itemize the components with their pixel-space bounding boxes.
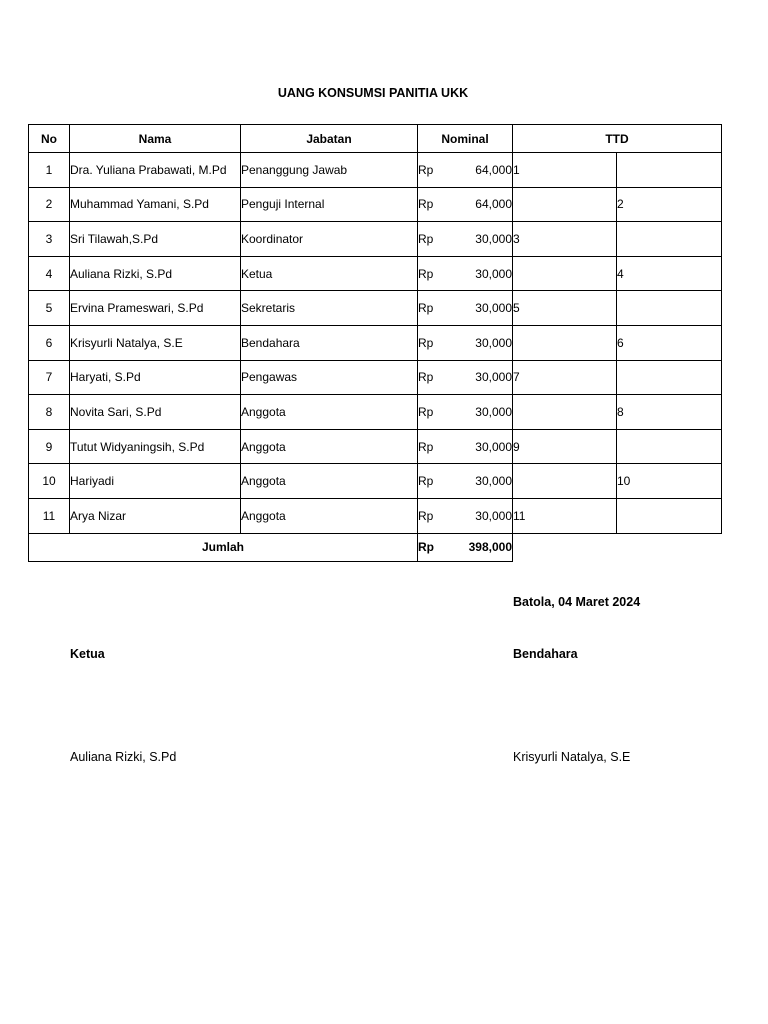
row-no: 7 — [29, 360, 70, 395]
row-nama: Tutut Widyaningsih, S.Pd — [70, 429, 241, 464]
row-no: 8 — [29, 395, 70, 430]
row-nama: Muhammad Yamani, S.Pd — [70, 187, 241, 222]
total-label: Jumlah — [29, 533, 418, 561]
total-currency: Rp — [418, 533, 442, 561]
row-amount: 30,000 — [442, 429, 513, 464]
row-amount: 30,000 — [442, 464, 513, 499]
row-jabatan: Sekretaris — [241, 291, 418, 326]
row-signature-left — [513, 187, 617, 222]
row-currency: Rp — [418, 464, 442, 499]
row-signature-right: 8 — [617, 395, 722, 430]
row-currency: Rp — [418, 498, 442, 533]
row-amount: 30,000 — [442, 498, 513, 533]
consumption-table — [28, 124, 722, 562]
row-signature-left: 1 — [513, 153, 617, 188]
right-signer-role: Bendahara — [513, 647, 578, 661]
row-amount: 30,000 — [442, 325, 513, 360]
table-header-row — [29, 125, 722, 153]
row-amount: 30,000 — [442, 222, 513, 257]
row-nama: Haryati, S.Pd — [70, 360, 241, 395]
row-nama: Hariyadi — [70, 464, 241, 499]
row-signature-right — [617, 498, 722, 533]
row-jabatan: Anggota — [241, 395, 418, 430]
row-signature-right: 4 — [617, 256, 722, 291]
row-amount: 30,000 — [442, 395, 513, 430]
left-signer-role: Ketua — [70, 647, 105, 661]
row-nama: Krisyurli Natalya, S.E — [70, 325, 241, 360]
table-row — [29, 429, 722, 464]
row-no: 6 — [29, 325, 70, 360]
row-jabatan: Anggota — [241, 464, 418, 499]
table-row — [29, 360, 722, 395]
header-nominal: Nominal — [418, 125, 513, 153]
row-no: 11 — [29, 498, 70, 533]
row-currency: Rp — [418, 256, 442, 291]
row-signature-left: 9 — [513, 429, 617, 464]
row-jabatan: Ketua — [241, 256, 418, 291]
row-signature-left — [513, 256, 617, 291]
row-currency: Rp — [418, 325, 442, 360]
row-jabatan: Penguji Internal — [241, 187, 418, 222]
table-row — [29, 187, 722, 222]
row-signature-left: 3 — [513, 222, 617, 257]
row-signature-right — [617, 429, 722, 464]
row-jabatan: Bendahara — [241, 325, 418, 360]
header-ttd: TTD — [513, 125, 722, 153]
table-row — [29, 256, 722, 291]
row-nama: Sri Tilawah,S.Pd — [70, 222, 241, 257]
row-signature-left — [513, 395, 617, 430]
row-signature-left: 11 — [513, 498, 617, 533]
row-signature-left — [513, 325, 617, 360]
row-amount: 30,000 — [442, 256, 513, 291]
row-currency: Rp — [418, 291, 442, 326]
table-row — [29, 395, 722, 430]
row-currency: Rp — [418, 187, 442, 222]
row-amount: 64,000 — [442, 153, 513, 188]
row-currency: Rp — [418, 153, 442, 188]
row-amount: 30,000 — [442, 291, 513, 326]
header-no: No — [29, 125, 70, 153]
row-jabatan: Pengawas — [241, 360, 418, 395]
table-row — [29, 222, 722, 257]
left-signer-name: Auliana Rizki, S.Pd — [70, 750, 177, 764]
row-currency: Rp — [418, 360, 442, 395]
row-signature-right: 2 — [617, 187, 722, 222]
row-no: 4 — [29, 256, 70, 291]
right-signer-name: Krisyurli Natalya, S.E — [513, 750, 631, 764]
document-title: UANG KONSUMSI PANITIA UKK — [277, 86, 469, 100]
row-signature-left — [513, 464, 617, 499]
row-nama: Arya Nizar — [70, 498, 241, 533]
row-signature-right: 10 — [617, 464, 722, 499]
row-no: 9 — [29, 429, 70, 464]
table-row — [29, 464, 722, 499]
row-signature-right — [617, 291, 722, 326]
row-signature-right: 6 — [617, 325, 722, 360]
place-date: Batola, 04 Maret 2024 — [513, 595, 641, 609]
row-signature-right — [617, 222, 722, 257]
table-row — [29, 498, 722, 533]
row-nama: Dra. Yuliana Prabawati, M.Pd — [70, 153, 241, 188]
row-signature-right — [617, 360, 722, 395]
row-no: 1 — [29, 153, 70, 188]
header-jabatan: Jabatan — [241, 125, 418, 153]
row-amount: 64,000 — [442, 187, 513, 222]
row-nama: Ervina Prameswari, S.Pd — [70, 291, 241, 326]
row-no: 5 — [29, 291, 70, 326]
total-row — [29, 533, 722, 561]
row-no: 2 — [29, 187, 70, 222]
row-jabatan: Anggota — [241, 429, 418, 464]
table-row — [29, 153, 722, 188]
total-blank — [513, 533, 722, 561]
row-nama: Novita Sari, S.Pd — [70, 395, 241, 430]
row-no: 3 — [29, 222, 70, 257]
row-signature-left: 7 — [513, 360, 617, 395]
table-row — [29, 325, 722, 360]
total-amount: 398,000 — [442, 533, 513, 561]
row-nama: Auliana Rizki, S.Pd — [70, 256, 241, 291]
row-currency: Rp — [418, 222, 442, 257]
header-nama: Nama — [70, 125, 241, 153]
row-signature-right — [617, 153, 722, 188]
row-jabatan: Penanggung Jawab — [241, 153, 418, 188]
row-jabatan: Koordinator — [241, 222, 418, 257]
row-signature-left: 5 — [513, 291, 617, 326]
row-amount: 30,000 — [442, 360, 513, 395]
table-row — [29, 291, 722, 326]
row-currency: Rp — [418, 429, 442, 464]
row-currency: Rp — [418, 395, 442, 430]
row-no: 10 — [29, 464, 70, 499]
row-jabatan: Anggota — [241, 498, 418, 533]
